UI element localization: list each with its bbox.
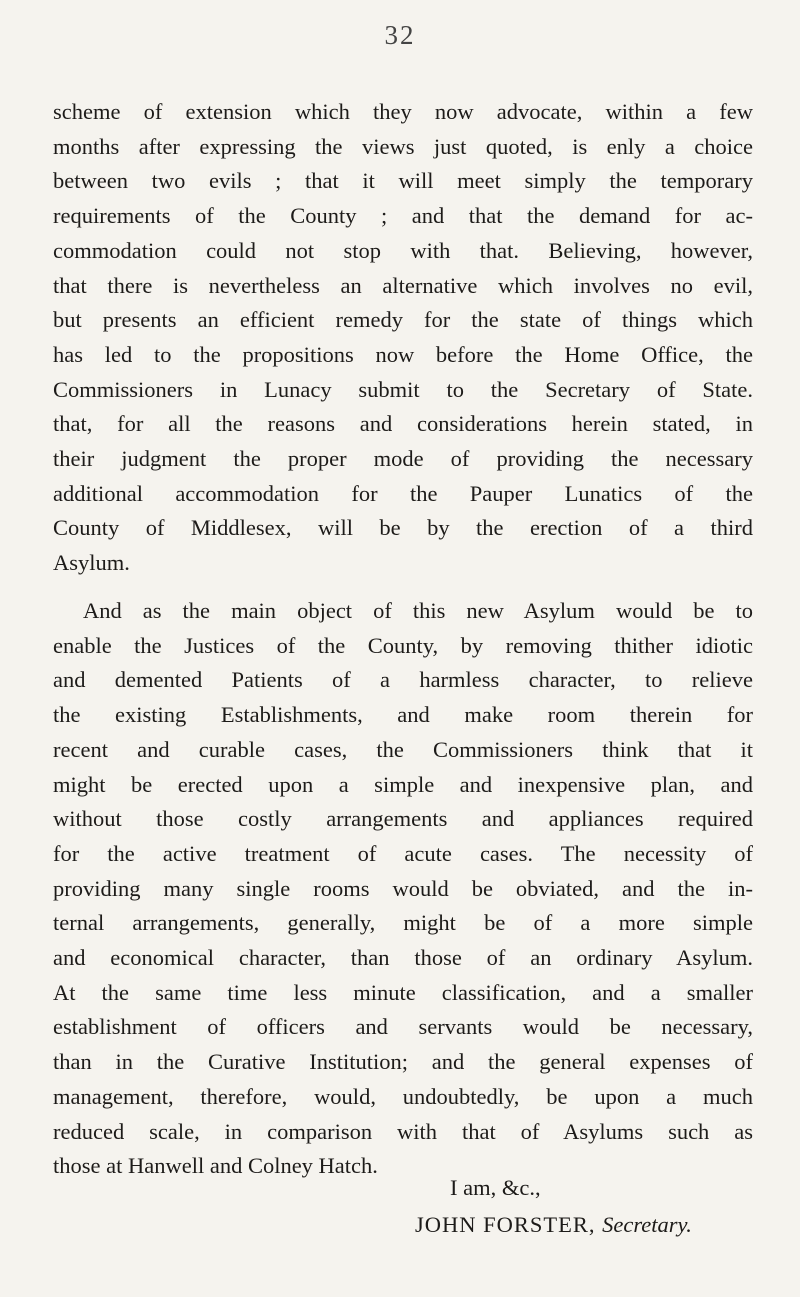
page-number: 32 — [384, 20, 416, 50]
paragraph-line: and economical character, than those of an ordinary Asylum. — [53, 945, 753, 971]
paragraph-line: might be erected upon a simple and inexpensive plan, and — [53, 771, 753, 797]
paragraph-line: those at Hanwell and Colney Hatch. — [53, 1153, 378, 1179]
paragraph-line: but presents an efficient remedy for the state of things which — [53, 307, 753, 333]
paragraph-line: County of Middlesex, will be by the erection of a third — [53, 515, 753, 541]
paragraph-line: establishment of officers and servants would be necessary, — [53, 1014, 753, 1040]
paragraph-line: for the active treatment of acute cases. The necessity of — [53, 840, 753, 866]
paragraph-line: Asylum. — [53, 550, 130, 576]
closing-salutation: I am, &c., — [450, 1175, 541, 1200]
signature-block — [415, 1212, 692, 1238]
paragraph-line: that, for all the reasons and considerations herein stated, in — [53, 411, 753, 437]
paragraph-line: requirements of the County ; and that the demand for ac- — [53, 203, 753, 229]
paragraph-line: scheme of extension which they now advocate, within a few — [53, 99, 753, 124]
paragraph-line: the existing Establishments, and make room therein for — [53, 702, 753, 728]
paragraph-line: and demented Patients of a harmless character, to relieve — [53, 667, 753, 693]
paragraph-line: has led to the propositions now before the Home Office, the — [53, 341, 753, 367]
paragraph-1 — [53, 95, 753, 581]
paragraph-line: enable the Justices of the County, by removing thither idiotic — [53, 632, 753, 658]
paragraph-line: additional accommodation for the Pauper Lunatics of the — [53, 480, 753, 506]
paragraph-line: And as the main object of this new Asylum would be to — [83, 598, 753, 623]
paragraph-2 — [53, 594, 753, 1184]
paragraph-line: Commissioners in Lunacy submit to the Secretary of State. — [53, 376, 753, 402]
paragraph-line: commodation could not stop with that. Believing, however, — [53, 237, 753, 263]
paragraph-line: recent and curable cases, the Commissioners think that it — [53, 736, 753, 762]
paragraph-line: between two evils ; that it will meet simply the temporary — [53, 168, 753, 194]
paragraph-line: their judgment the proper mode of providing the necessary — [53, 446, 753, 472]
paragraph-line: months after expressing the views just quoted, is enly a choice — [53, 133, 753, 159]
paragraph-line: providing many single rooms would be obviated, and the in- — [53, 875, 753, 901]
signature-title: Secretary. — [602, 1212, 692, 1237]
paragraph-line: reduced scale, in comparison with that of Asylums such as — [53, 1118, 753, 1144]
paragraph-line: without those costly arrangements and appliances required — [53, 806, 753, 832]
paragraph-line: that there is nevertheless an alternative which involves no evil, — [53, 272, 753, 298]
paragraph-line: than in the Curative Institution; and the general expenses of — [53, 1049, 753, 1075]
paragraph-line: At the same time less minute classification, and a smaller — [53, 979, 753, 1005]
paragraph-line: management, therefore, would, undoubtedly, be upon a much — [53, 1083, 753, 1109]
signature-name: JOHN FORSTER, — [415, 1212, 596, 1237]
paragraph-line: ternal arrangements, generally, might be of a more simple — [53, 910, 753, 936]
